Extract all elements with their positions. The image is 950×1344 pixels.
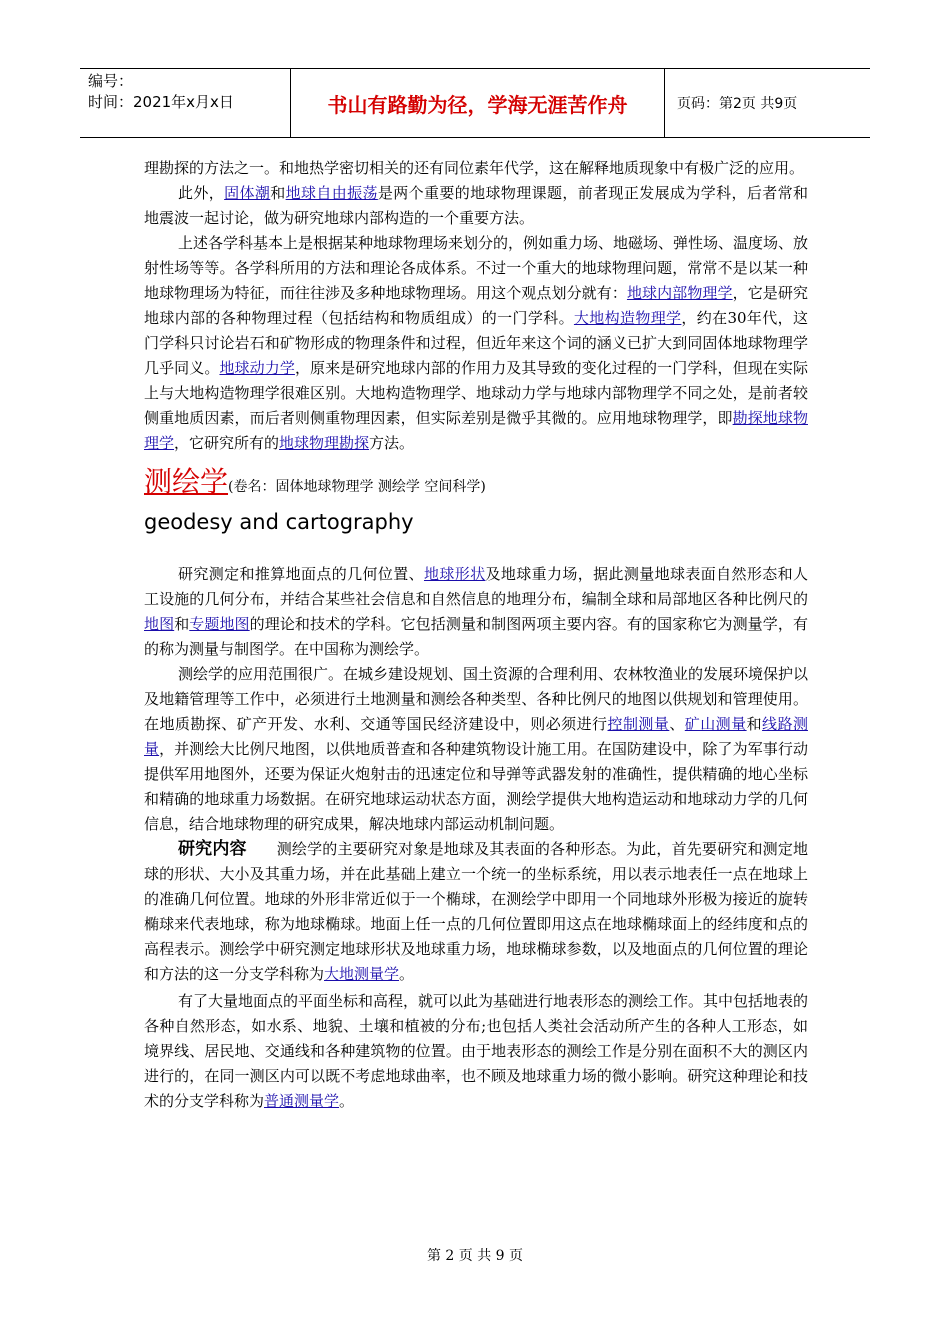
text: 测绘学的主要研究对象是地球及其表面的各种形态。为此，首先要研究和测定地球的形状、大小及其重力场，并在此基础上建立一个统一的坐标系统，用以表示地表任一点在地球上的准确几何位置。地球的外形非常近似于一个椭球，在测绘学中即用一个同地球外形极为接近的旋转椭球来代表地球，称为地球椭球。地面上任一点的几何位置即用这点在地球椭球面上的经纬度和点的高程表示。测绘学中研究测定地球形状及地球重力场，地球椭球参数，以及地面点的几何位置的理论和方法的这一分支学科称为 bbox=[144, 840, 809, 983]
document-body bbox=[144, 156, 808, 1114]
paragraph-1 bbox=[144, 156, 808, 181]
text: 。 bbox=[399, 965, 415, 983]
link-solid-tide[interactable]: 固体潮 bbox=[224, 184, 271, 202]
text: 是两个重要的地球物理课题，前者现正发展成为学科，后者常和地震波一起讨论，做为研究地球内部构造的一个重要方法。 bbox=[144, 184, 808, 227]
text: 。 bbox=[339, 1092, 355, 1110]
text: 及地球重力场，据此测量地球表面自然形态和人工设施的几何分布，并结合某些社会信息和自然信息的地理分布，编制全球和局部地区各种比例尺的 bbox=[144, 565, 808, 608]
link-geophysical-prospecting[interactable]: 地球物理勘探 bbox=[279, 434, 370, 452]
link-mine-survey[interactable]: 矿山测量 bbox=[684, 715, 747, 733]
section-title-main[interactable]: 测绘学 bbox=[144, 465, 229, 498]
link-general-surveying[interactable]: 普通测量学 bbox=[264, 1092, 340, 1110]
text: ，它是研究地球内部的各种物理过程（包括结构和物质组成）的一门学科。 bbox=[144, 284, 808, 327]
link-earth-shape[interactable]: 地球形状 bbox=[423, 565, 486, 583]
research-content-heading: 研究内容 bbox=[178, 839, 247, 859]
link-route-survey[interactable]: 线路测量 bbox=[144, 715, 808, 758]
link-geodesy[interactable]: 大地测量学 bbox=[324, 965, 400, 983]
text: 研究测定和推算地面点的几何位置、 bbox=[178, 565, 424, 583]
link-thematic-map[interactable]: 专题地图 bbox=[189, 615, 250, 633]
text: 测绘学的应用范围很广。在城乡建设规划、国土资源的合理利用、农林牧渔业的发展环境保护以及地籍管理等工作中，必须进行土地测量和测绘各种类型、各种比例尺的地图以供规划和管理使用。在地质勘探、矿产开发、水利、交通等国民经济建设中，则必须进行 bbox=[144, 665, 809, 733]
section-title bbox=[144, 460, 808, 502]
text: 和 bbox=[270, 184, 286, 202]
link-geodynamics[interactable]: 地球动力学 bbox=[219, 359, 295, 377]
text: 的理论和技术的学科。它包括测量和制图两项主要内容。有的国家称它为测量学，有的称为测量与制图学。在中国称为测绘学。 bbox=[144, 615, 808, 658]
header-time: 时间：2021年x月x日 bbox=[88, 93, 234, 111]
paragraph-7 bbox=[144, 989, 808, 1114]
page-header bbox=[80, 68, 870, 138]
paragraph-5 bbox=[144, 662, 808, 837]
text: 方法。 bbox=[369, 434, 415, 452]
section-title-sub: (卷名：固体地球物理学 测绘学 空间科学) bbox=[228, 479, 486, 495]
text: 和 bbox=[174, 615, 190, 633]
header-motto: 书山有路勤为径，学海无涯苦作舟 bbox=[291, 69, 665, 137]
english-title: geodesy and cartography bbox=[144, 510, 414, 534]
text: 上述各学科基本上是根据某种地球物理场来划分的，例如重力场、地磁场、弹性场、温度场、放射性场等等。各学科所用的方法和理论各成体系。不过一个重大的地球物理问题，常常不是以某一种地球物理场为特征，而往往涉及多种地球物理场。用这个观点划分就有： bbox=[144, 234, 809, 302]
paragraph-3 bbox=[144, 231, 808, 456]
link-exploration-geophysics[interactable]: 勘探地球物理学 bbox=[144, 409, 808, 452]
text: ，它研究所有的 bbox=[174, 434, 280, 452]
header-meta bbox=[80, 69, 291, 137]
link-internal-physics[interactable]: 地球内部物理学 bbox=[626, 284, 733, 302]
link-free-oscillation[interactable]: 地球自由振荡 bbox=[285, 184, 378, 202]
paragraph-6 bbox=[144, 837, 808, 987]
link-control-survey[interactable]: 控制测量 bbox=[607, 715, 670, 733]
text: 和 bbox=[746, 715, 763, 733]
text: ，约在30年代，这门学科只讨论岩石和矿物形成的物理条件和过程，但近年来这个词的涵义已扩大到同固体地球物理学几乎同义。 bbox=[144, 309, 808, 377]
text: 理勘探的方法之一。和地热学密切相关的还有同位素年代学，这在解释地质现象中有极广泛的应用。 bbox=[144, 159, 805, 177]
text: 、 bbox=[669, 715, 685, 733]
header-page-info: 页码：第2页 共9页 bbox=[677, 96, 798, 112]
text: ，并测绘大比例尺地图，以供地质普查和各种建筑物设计施工用。在国防建设中，除了为军事行动提供军用地图外，还要为保证火炮射击的迅速定位和导弹等武器发射的准确性，提供精确的地心坐标和精确的地球重力场数据。在研究地球运动状态方面，测绘学提供大地构造运动和地球动力学的几何信息，结合地球物理的研究成果，解决地球内部运动机制问题。 bbox=[144, 740, 808, 833]
paragraph-4 bbox=[144, 562, 808, 662]
link-map[interactable]: 地图 bbox=[144, 615, 175, 633]
text: ，原来是研究地球内部的作用力及其导致的变化过程的一门学科，但现在实际上与大地构造物理学很难区别。大地构造物理学、地球动力学与地球内部物理学不同之处，是前者较侧重地质因素，而后者则侧重物理因素，但实际差别是微乎其微的。应用地球物理学，即 bbox=[144, 359, 808, 427]
paragraph-2 bbox=[144, 181, 808, 231]
page-footer: 第 2 页 共 9 页 bbox=[426, 1248, 524, 1264]
header-number: 编号： bbox=[88, 72, 134, 90]
link-tectonophysics[interactable]: 大地构造物理学 bbox=[573, 309, 682, 327]
text: 有了大量地面点的平面坐标和高程，就可以此为基础进行地表形态的测绘工作。其中包括地表的各种自然形态，如水系、地貌、土壤和植被的分布;也包括人类社会活动所产生的各种人工形态，如境界线、居民地、交通线和各种建筑物的位置。由于地表形态的测绘工作是分别在面积不大的测区内进行的，在同一测区内可以既不考虑地球曲率，也不顾及地球重力场的微小影响。研究这种理论和技术的分支学科称为 bbox=[144, 992, 809, 1110]
text: 此外， bbox=[178, 184, 225, 202]
